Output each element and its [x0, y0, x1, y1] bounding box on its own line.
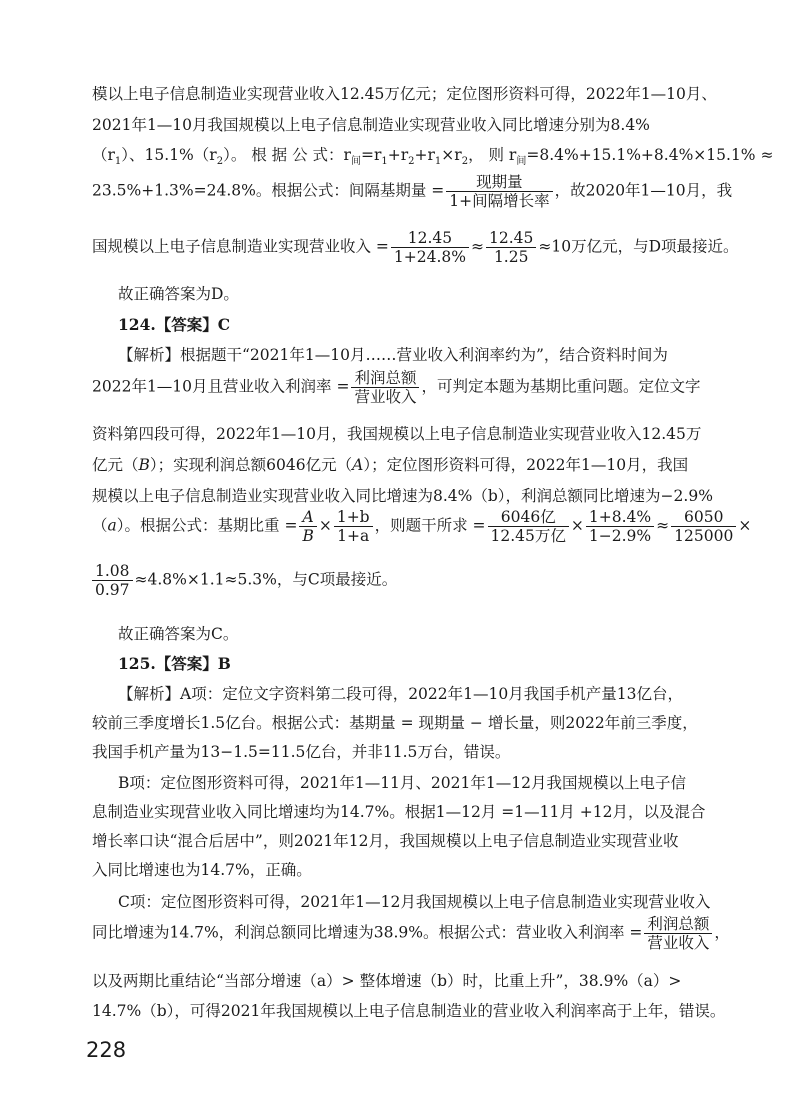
fraction: $\frac{6050}{125000}$ [671, 508, 736, 545]
text-line: C项：定位图形资料可得，2021年1—12月我国规模以上电子信息制造业实现营业收入 [118, 893, 711, 911]
text-line: 【解析】A项：定位文字资料第二段可得，2022年1—10月我国手机产量13亿台， [118, 685, 683, 703]
question-answer-heading: 124.【答案】C [118, 315, 231, 334]
text-line: 较前三季度增长1.5亿台。根据公式：基期量 = 现期量 − 增长量，则2022年前三季度， [92, 714, 698, 732]
formula-line: 同比增速为14.7%，利润总额同比增速为38.9%。根据公式：营业收入利润率 = $\frac{\text{利润总额}}{\text{营业收入}}$ ， [92, 915, 730, 952]
text-line: 以及两期比重结论“当部分增速（a）> 整体增速（b）时，比重上升”，38.9%（a）> [92, 972, 682, 990]
formula-line: 23.5%+1.3%=24.8%。根据公式：间隔基期量 = $\frac{\text{现期量}}{\text{1+间隔增长率}}$ ，故2020年1—10月，我 [92, 173, 733, 210]
text-line: 息制造业实现营业收入同比增速均为14.7%。根据1—12月 =1—11月 +12月，以及混合 [92, 803, 706, 821]
formula-line: 国规模以上电子信息制造业实现营业收入 = $\frac{12.45}{1+24.8\%}$ ≈ $\frac{12.45}{1.25}$ ≈10万亿元，与D项最接近。 [92, 229, 739, 266]
answer-line: 故正确答案为C。 [118, 625, 239, 643]
text-line: 2021年1—10月我国规模以上电子信息制造业实现营业收入同比增速分别为8.4% [92, 116, 650, 134]
text-line: 【解析】根据题干“2021年1—10月……营业收入利润率约为”，结合资料时间为 [118, 346, 668, 364]
formula-line: （a）。根据公式：基期比重 = $\frac{A}{B}$ × $\frac{1+b}{1+a}$ ，则题干所求 = $\frac{\text{6046亿}}{\text{12.45万亿}}$ × $\frac{1+8.4\%}{1-2.9\%}$ ≈ $\frac{6050}{125000}$ × [92, 508, 752, 545]
question-answer-heading: 125.【答案】B [118, 654, 231, 673]
text-line: 增长率口诀“混合后居中”，则2021年12月，我国规模以上电子信息制造业实现营业收 [92, 832, 679, 850]
formula-line: 2022年1—10月且营业收入利润率 = $\frac{\text{利润总额}}{\text{营业收入}}$ ，可判定本题为基期比重问题。定位文字 [92, 369, 701, 406]
fraction: $\frac{\text{6046亿}}{\text{12.45万亿}}$ [488, 508, 569, 545]
fraction: $\frac{A}{B}$ [299, 508, 316, 545]
fraction: $\frac{12.45}{1+24.8\%}$ [391, 229, 469, 266]
answer-line: 故正确答案为D。 [118, 285, 239, 303]
text-line: 我国手机产量为13−1.5=11.5亿台，并非11.5万台，错误。 [92, 743, 511, 761]
fraction: $\frac{1+8.4\%}{1-2.9\%}$ [586, 508, 654, 545]
page-number: 228 [86, 1038, 127, 1062]
text-line: 规模以上电子信息制造业实现营业收入同比增速为8.4%（b），利润总额同比增速为−2.9% [92, 487, 713, 505]
text-line: B项：定位图形资料可得，2021年1—11月、2021年1—12月我国规模以上电子信 [118, 774, 686, 792]
fraction: $\frac{\text{利润总额}}{\text{营业收入}}$ [351, 369, 419, 406]
text-line: 亿元（B）；实现利润总额6046亿元（A）；定位图形资料可得，2022年1—10月，我国 [92, 456, 689, 474]
formula-line: $\frac{1.08}{0.97}$ ≈4.8%×1.1≈5.3%，与C项最接近。 [92, 562, 712, 599]
text-line: 资料第四段可得，2022年1—10月，我国规模以上电子信息制造业实现营业收入12.45万 [92, 425, 702, 443]
fraction: $\frac{1.08}{0.97}$ [92, 562, 133, 599]
text-line: 14.7%（b），可得2021年我国规模以上电子信息制造业的营业收入利润率高于上年，错误。 [92, 1002, 726, 1020]
text-line: 入同比增速也为14.7%，正确。 [92, 861, 312, 879]
fraction: $\frac{12.45}{1.25}$ [486, 229, 536, 266]
formula-line: $(r_1)$、$15.1\%(r_2)$。 根 据 公 式：$r_间=r_1+r_2+r_1\times r_2$， 则 $r_间=8.4\%+15.1\%+8.4\%\times 15.1\%$ ≈ [92, 146, 774, 168]
fraction: $\frac{\text{现期量}}{\text{1+间隔增长率}}$ [446, 173, 552, 210]
fraction: $\frac{\text{利润总额}}{\text{营业收入}}$ [644, 915, 712, 952]
text-line: 模以上电子信息制造业实现营业收入12.45万亿元；定位图形资料可得，2022年1—10月、 [92, 85, 717, 103]
fraction: $\frac{1+b}{1+a}$ [334, 508, 373, 545]
